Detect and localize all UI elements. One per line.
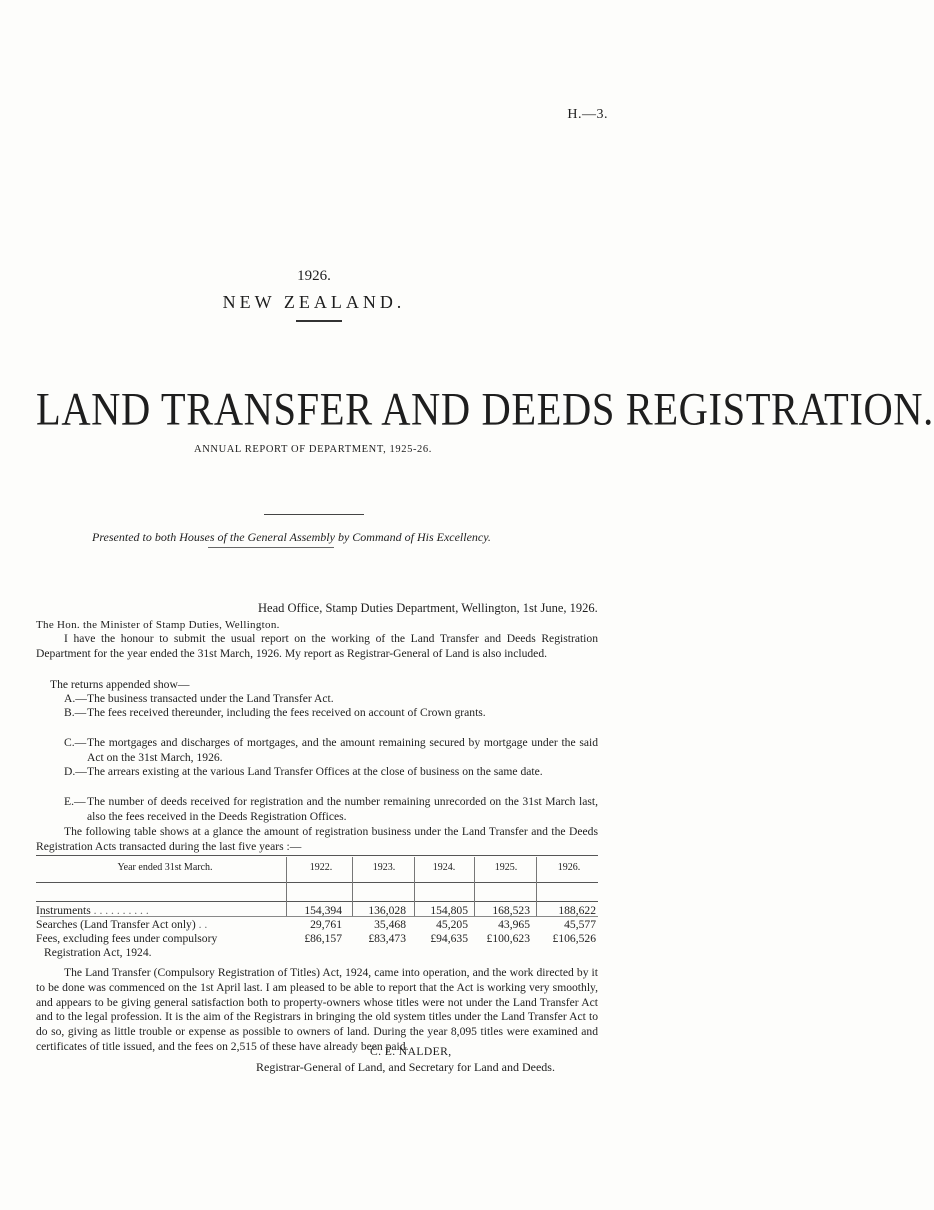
item-label: E.— [64, 795, 86, 808]
table-rule-top [36, 855, 598, 856]
page-reference: H.—3. [567, 107, 608, 122]
table-row-label [36, 918, 207, 931]
item-text: The fees received thereunder, including the fees received on account of Crown grants. [87, 706, 486, 719]
row-leader-dots: . . [198, 918, 208, 931]
table-column-divider [536, 857, 537, 916]
table-cell: £94,635 [430, 932, 468, 945]
item-text: The arrears existing at the various Land Transfer Offices at the close of business on the same date. [87, 765, 543, 778]
divider [208, 547, 334, 548]
paragraph-compulsory-registration: The Land Transfer (Compulsory Registration of Titles) Act, 1924, came into operation, and the work directed by it to be done was commenced on the 1st April last. I am pleased to be able to report that the Act is working very smoothly, and appears to be giving general satisfaction both to property-owners whose titles were not under the Land Transfer Act and to the legal profession. It is the aim of the Registrars in bringing the old system titles under the Land Transfer Act to do so, giving as little trouble or expense as possible to owners of land. During the year 8,095 titles were examined and certificates of title issued, and the fees on 2,515 of these have already been paid. [36, 966, 598, 1053]
report-subtitle: ANNUAL REPORT OF DEPARTMENT, 1925-26. [194, 444, 432, 455]
row-leader-dots: . . . . . . . . . . [93, 904, 149, 917]
table-cell: 136,028 [368, 904, 406, 917]
list-item [64, 765, 598, 780]
item-label: A.— [64, 692, 87, 705]
row-label-text: Searches (Land Transfer Act only) [36, 918, 196, 931]
table-cell: 154,394 [304, 904, 342, 917]
signature-name: C. E. NALDER, [370, 1045, 452, 1058]
item-text: The mortgages and discharges of mortgages, and the amount remaining secured by mortgage under the said Act on the 31st March, 1926. [87, 736, 598, 764]
table-cell: 45,205 [436, 918, 468, 931]
report-title: LAND TRANSFER AND DEEDS REGISTRATION. [36, 383, 934, 435]
table-header-year: 1922. [309, 862, 333, 873]
table-cell: 188,622 [558, 904, 596, 917]
table-cell: 29,761 [310, 918, 342, 931]
table-cell: £106,526 [552, 932, 596, 945]
item-label: D.— [64, 765, 87, 778]
table-header-year: 1925. [494, 862, 518, 873]
row-label-text: Instruments [36, 904, 91, 917]
item-label: C.— [64, 736, 87, 749]
table-cell: 35,468 [374, 918, 406, 931]
office-dateline: Head Office, Stamp Duties Department, Wellington, 1st June, 1926. [258, 601, 598, 615]
table-cell: 45,577 [564, 918, 596, 931]
table-header-year: 1926. [557, 862, 581, 873]
report-year: 1926. [297, 268, 331, 284]
table-rule-header [36, 882, 598, 883]
item-text: The business transacted under the Land Transfer Act. [87, 692, 334, 705]
table-cell: £83,473 [368, 932, 406, 945]
table-row-label: Fees, excluding fees under compulsory [36, 932, 218, 945]
list-item [64, 795, 598, 825]
list-item [64, 736, 598, 766]
paragraph-intro: I have the honour to submit the usual report on the working of the Land Transfer and Deeds Registration Department for the year ended the 31st March, 1926. My report as Registrar-General of Land is also included. [36, 632, 598, 660]
list-item [64, 692, 598, 707]
divider [264, 514, 364, 515]
list-item [64, 706, 598, 721]
item-label: B.— [64, 706, 87, 719]
signature-title: Registrar-General of Land, and Secretary for Land and Deeds. [256, 1060, 555, 1074]
table-cell: £86,157 [304, 932, 342, 945]
returns-intro: The returns appended show— [50, 678, 190, 691]
table-cell: 154,805 [430, 904, 468, 917]
divider [296, 320, 342, 322]
country-heading: NEW ZEALAND. [222, 292, 406, 312]
table-row-label-continuation: Registration Act, 1924. [44, 946, 152, 959]
table-cell: 168,523 [492, 904, 530, 917]
presented-line: Presented to both Houses of the General Assembly by Command of His Excellency. [92, 530, 491, 544]
table-cell: £100,623 [486, 932, 530, 945]
table-header-year: 1924. [432, 862, 456, 873]
addressee: The Hon. the Minister of Stamp Duties, Wellington. [36, 619, 280, 631]
table-header-label: Year ended 31st March. [117, 862, 213, 873]
table-row-label [36, 904, 149, 917]
table-header-year: 1923. [372, 862, 396, 873]
table-cell: 43,965 [498, 918, 530, 931]
item-text: The number of deeds received for registration and the number remaining unrecorded on the 31st March last, also the fees received in the Deeds Registration Offices. [87, 795, 598, 823]
table-rule-body [36, 901, 598, 902]
paragraph-table-intro: The following table shows at a glance the amount of registration business under the Land Transfer and the Deeds Registration Acts transacted during the last five years :— [36, 825, 598, 853]
